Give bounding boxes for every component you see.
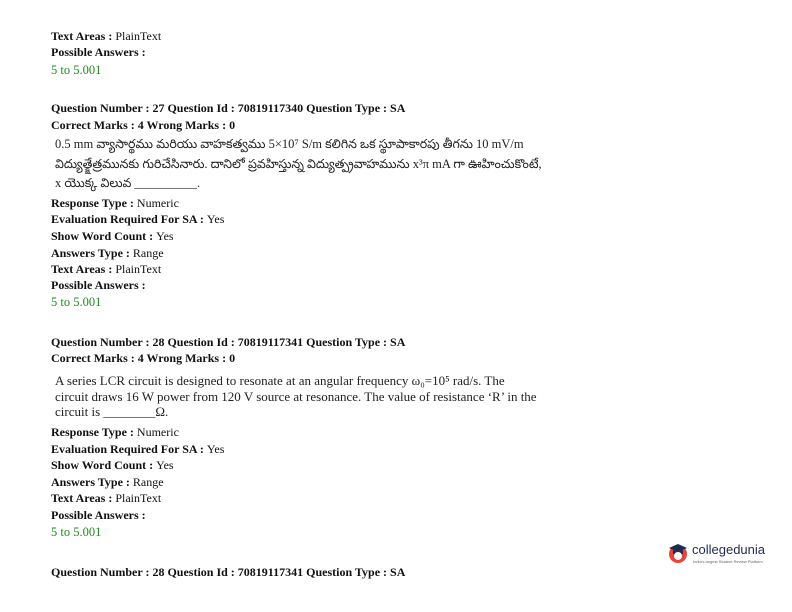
field-label: Evaluation Required For SA :	[51, 212, 207, 226]
question-marks: Correct Marks : 4 Wrong Marks : 0	[51, 351, 236, 365]
question-text-line: circuit draws 16 W power from 120 V source at resonance. The value of resistance ‘R’ in the	[55, 389, 537, 404]
possible-answers-label: Possible Answers :	[51, 278, 146, 292]
response-type-row	[51, 196, 179, 211]
field-value: Numeric	[136, 425, 179, 439]
field-label: Response Type :	[51, 425, 137, 439]
field-label: Response Type :	[51, 196, 137, 210]
word-count-row	[51, 229, 174, 244]
field-label: Text Areas :	[51, 491, 116, 505]
answers-type-row	[51, 246, 164, 261]
evaluation-row	[51, 442, 224, 457]
logo-wordmark: collegedunia	[692, 542, 766, 557]
question-marks: Correct Marks : 4 Wrong Marks : 0	[51, 118, 236, 132]
question-header: Question Number : 27 Question Id : 70819117340 Question Type : SA	[51, 101, 406, 115]
text-areas-row	[51, 262, 161, 277]
question-header: Question Number : 28 Question Id : 70819117341 Question Type : SA	[51, 565, 406, 579]
field-value: Yes	[206, 442, 225, 456]
field-label: Answers Type :	[51, 475, 133, 489]
possible-answers-value: 5 to 5.001	[51, 63, 102, 77]
text-areas-row	[51, 29, 161, 44]
field-value: Numeric	[136, 196, 179, 210]
collegedunia-logo	[665, 540, 775, 570]
question-text-line: 0.5 mm వ్యాసార్థము మరియు వాహకత్వము 5×10⁷ S/m కలిగిన ఒక స్థూపాకారపు తీగను 10 mV/m	[55, 137, 524, 151]
field-label: Evaluation Required For SA :	[51, 442, 207, 456]
evaluation-row	[51, 212, 224, 227]
question-text-line: x యొక్క విలువ __________.	[55, 176, 201, 190]
field-value: Range	[132, 475, 164, 489]
question-header: Question Number : 28 Question Id : 70819117341 Question Type : SA	[51, 335, 406, 349]
question-text-line: circuit is ________Ω.	[55, 404, 169, 419]
possible-answers-label: Possible Answers :	[51, 508, 146, 522]
field-value: Yes	[156, 458, 174, 472]
possible-answers-value: 5 to 5.001	[51, 525, 102, 539]
question-text-line: A series LCR circuit is designed to resonate at an angular frequency ω₀=10⁵ rad/s. The	[55, 373, 505, 388]
possible-answers-value: 5 to 5.001	[51, 295, 102, 309]
field-value: PlainText	[115, 491, 162, 505]
response-type-row	[51, 425, 179, 440]
text-areas-row	[51, 491, 161, 506]
graduation-cap-icon	[665, 540, 691, 566]
field-label: Answers Type :	[51, 246, 133, 260]
field-value: Range	[132, 246, 164, 260]
field-value: PlainText	[115, 262, 162, 276]
possible-answers-label: Possible Answers :	[51, 45, 146, 59]
question-text-line: విద్యుత్క్షేత్రమునకు గురిచేసినారు. దానిలో ప్రవహిస్తున్న విద్యుత్ప్రవాహమును x³π mA గా ఊహించుకొంటే,	[55, 157, 542, 171]
field-label: Show Word Count :	[51, 458, 157, 472]
field-value: Yes	[206, 212, 225, 226]
logo-tagline: India's largest Student Review Platform	[693, 559, 763, 564]
answers-type-row	[51, 475, 164, 490]
field-label: Text Areas :	[51, 262, 116, 276]
field-value: PlainText	[115, 29, 162, 43]
field-value: Yes	[156, 229, 174, 243]
field-label: Text Areas :	[51, 29, 116, 43]
word-count-row	[51, 458, 174, 473]
field-label: Show Word Count :	[51, 229, 157, 243]
